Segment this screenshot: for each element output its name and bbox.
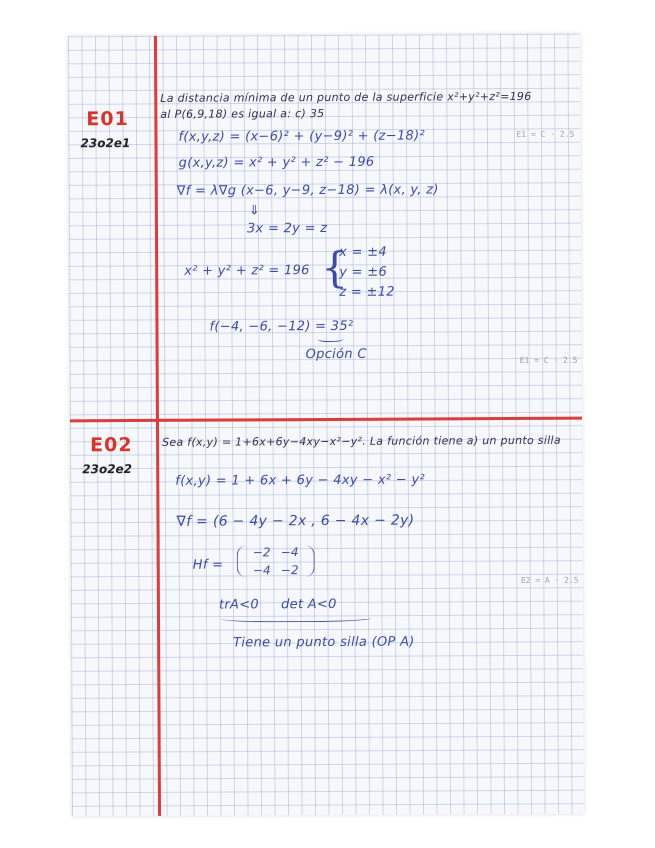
ex2-stamp: E2 = A · 2.5 [520,575,579,585]
exercise-1-code: 23o2e1 [80,136,131,151]
notebook-page [68,34,584,817]
ex2-line-grad: ∇f = (6 − 4y − 2x , 6 − 4x − 2y) [176,512,415,530]
ex1-solution-system: { x = ±4 y = ±6 z = ±12 [321,242,395,300]
ex1-line-value: f(−4, −6, −12) = 35² [209,318,354,335]
ex1-arrow: ⇓ [248,203,261,219]
ex2-hessian-label: Hf = [192,557,224,573]
hessian-entry: −4 [280,545,299,560]
ex1-underline [318,335,344,342]
margin-line [154,36,161,816]
ex2-hessian-matrix [237,545,315,577]
ex2-conclusion: Tiene un punto silla (OP A) [233,634,415,651]
ex1-line-f: f(x,y,z) = (x−6)² + (y−9)² + (z−18)² [178,128,426,145]
ex1-line-sphere: x² + y² + z² = 196 [184,263,310,279]
ex2-line-f: f(x,y) = 1 + 6x + 6y − 4xy − x² − y² [175,472,425,489]
ex1-statement-line-1: La distancia mínima de un punto de la superficie x²+y²+z²=196 [160,89,532,105]
ex1-stamp-top: E1 = C · 2.5 [516,129,575,139]
exercise-1-label: E01 [86,108,129,131]
ex1-line-g: g(x,y,z) = x² + y² + z² − 196 [178,154,375,171]
ex1-stamp: E1 = C · 2.5 [519,355,578,365]
hessian-entry: −4 [252,563,271,578]
sol-y: y = ±6 [339,264,388,280]
section-separator [70,417,582,423]
hessian-entry: −2 [280,563,299,578]
exercise-2-label: E02 [90,434,133,457]
sol-x: x = ±4 [339,244,387,260]
ex2-statement: Sea f(x,y) = 1+6x+6y−4xy−x²−y². La función tiene a) un punto silla [162,433,561,449]
ex1-answer: Opción C [305,346,367,363]
hessian-entry: −2 [252,545,271,560]
ex1-line-ratio: 3x = 2y = z [246,220,328,237]
ex2-underline [221,613,371,623]
exercise-2-code: 23o2e2 [82,462,133,477]
ex2-conditions: trA<0 det A<0 [218,596,337,613]
ex1-statement-line-2: al P(6,9,18) es igual a: c) 35 [160,107,325,121]
ex1-line-grad: ∇f = λ∇g (x−6, y−9, z−18) = λ(x, y, z) [176,182,439,199]
sol-z: z = ±12 [339,284,395,300]
